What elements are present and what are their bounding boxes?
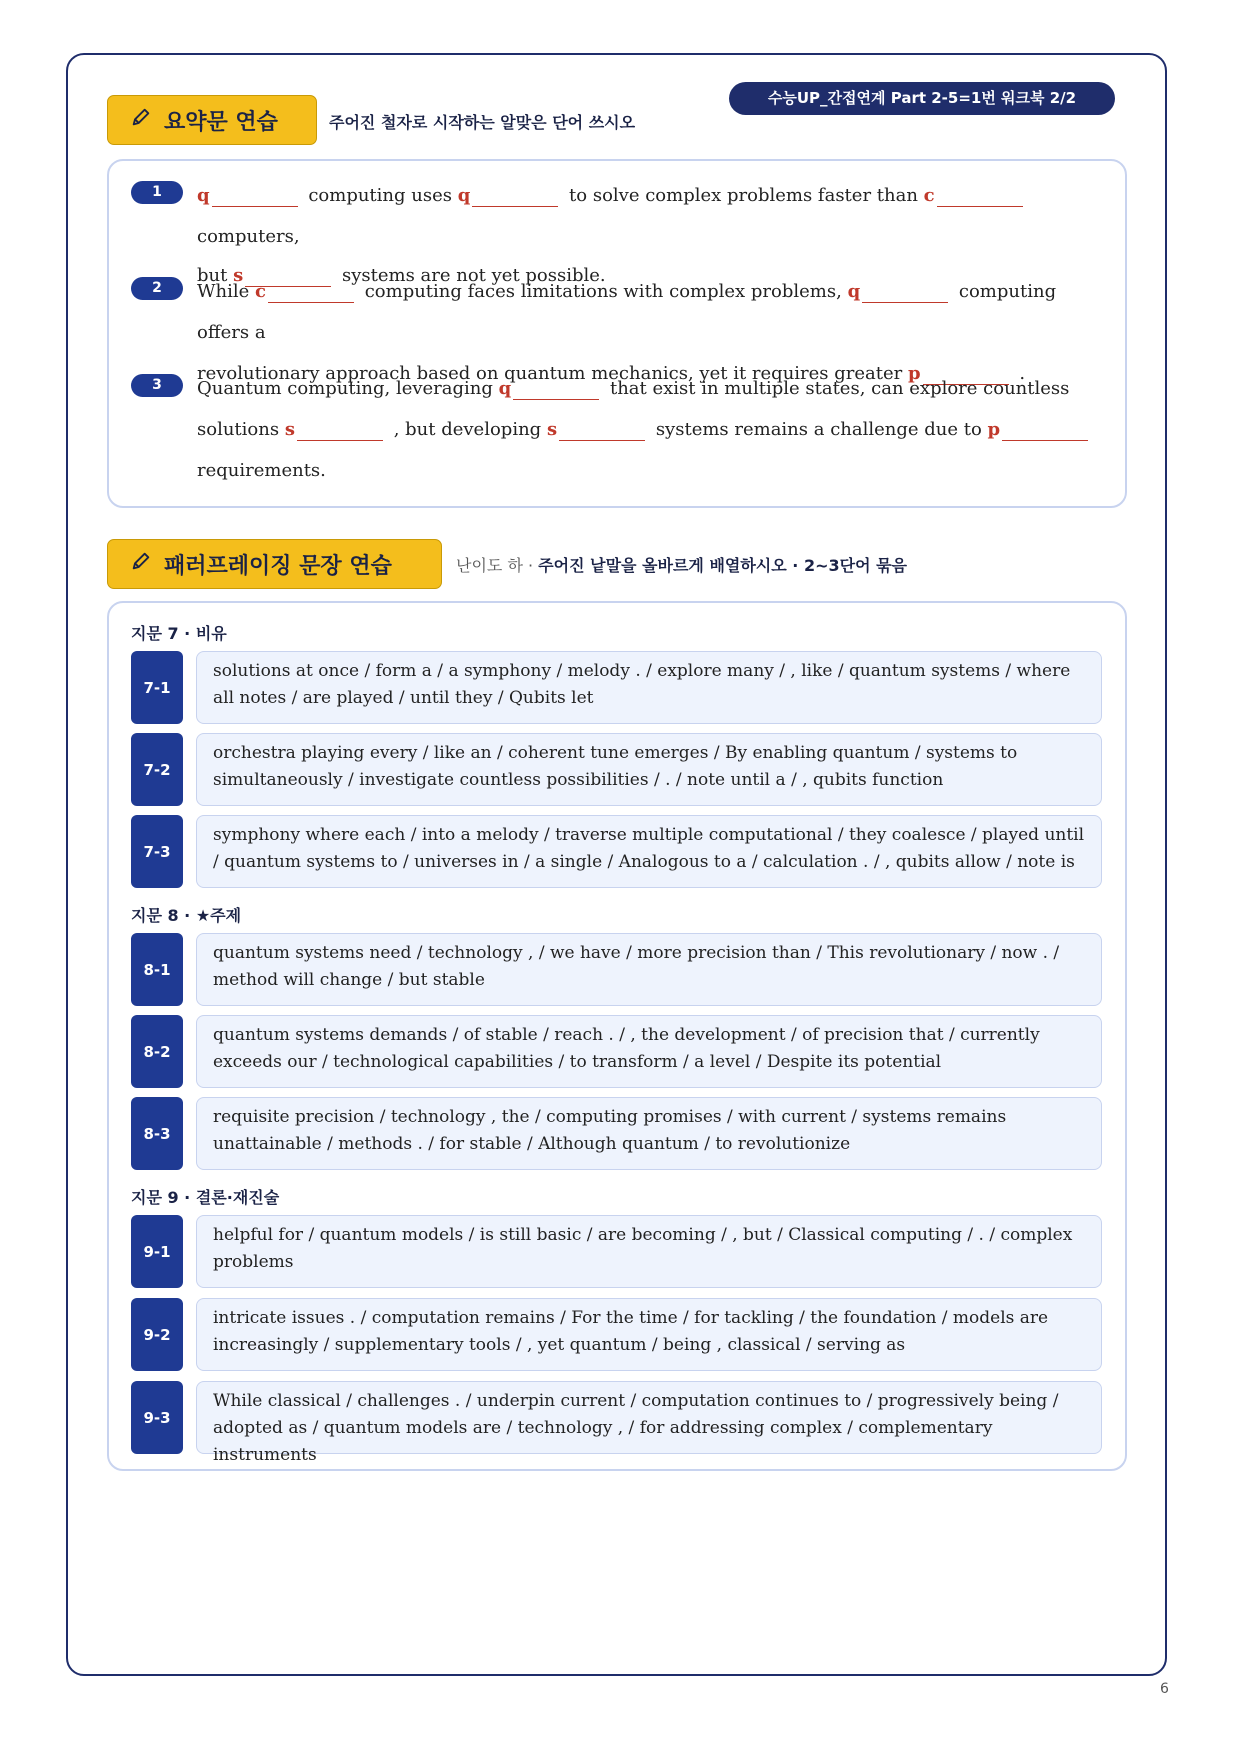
passage-label: 지문 7 · 비유 xyxy=(131,624,227,643)
answer-blank[interactable] xyxy=(268,282,354,303)
row-number-badge: 9-2 xyxy=(131,1298,183,1371)
answer-blank[interactable] xyxy=(513,379,599,400)
answer-blank[interactable] xyxy=(937,186,1023,207)
pencil-icon xyxy=(130,106,152,134)
row-number-badge: 7-2 xyxy=(131,733,183,806)
paraphrase-title-text: 패러프레이징 문장 연습 xyxy=(164,553,392,579)
page-number: 6 xyxy=(1160,1681,1169,1697)
answer-blank[interactable] xyxy=(1002,420,1088,441)
word-chunks-box: quantum systems demands / of stable / reach . / , the development / of precision that / currently exceeds our / technological capabilities / to transform / a level / Despite its potential xyxy=(196,1015,1102,1088)
row-number-badge: 9-1 xyxy=(131,1215,183,1288)
word-chunks-box: solutions at once / form a / a symphony / melody . / explore many / , like / quantum systems / where all notes / are played / until they / Qubits let xyxy=(196,651,1102,724)
sentence-text: . xyxy=(1019,363,1026,384)
summary-item-3 xyxy=(197,368,1097,491)
sentence-text: that exist in multiple states, can explore countless xyxy=(609,378,1070,399)
workbook-header-pill: 수능UP_간접연계 Part 2-5=1번 워크북 2/2 xyxy=(729,82,1115,115)
initial-letter: s xyxy=(546,419,558,440)
summary-item-number: 3 xyxy=(131,374,183,397)
sentence-text: requirements. xyxy=(197,460,326,481)
sentence-text: , but developing xyxy=(393,419,542,440)
word-chunks-box: quantum systems need / technology , / we have / more precision than / This revolutionary / now . / method will change / but stable xyxy=(196,933,1102,1006)
sentence-text: solutions xyxy=(197,419,280,440)
initial-letter: q xyxy=(457,185,471,206)
row-number-badge: 8-2 xyxy=(131,1015,183,1088)
passage-label: 지문 8 · ★주제 xyxy=(131,906,242,925)
sentence-text: computing offers a xyxy=(197,281,1057,343)
initial-letter: c xyxy=(255,281,266,302)
summary-title-text: 요약문 연습 xyxy=(164,109,278,135)
row-number-badge: 8-1 xyxy=(131,933,183,1006)
word-chunks-box: While classical / challenges . / underpin current / computation continues to / progressively being / adopted as / quantum models are / technology , / for addressing complex / complementary instruments xyxy=(196,1381,1102,1454)
answer-blank[interactable] xyxy=(559,420,645,441)
summary-instruction: 주어진 철자로 시작하는 알맞은 단어 쓰시오 xyxy=(329,113,636,132)
sentence-text: but xyxy=(197,265,228,286)
answer-blank[interactable] xyxy=(862,282,948,303)
pencil-icon xyxy=(130,550,152,578)
initial-letter: p xyxy=(987,419,1001,440)
sentence-text: revolutionary approach based on quantum mechanics, yet it requires greater xyxy=(197,363,903,384)
paraphrase-instruction xyxy=(456,553,907,576)
answer-blank[interactable] xyxy=(472,186,558,207)
initial-letter: c xyxy=(923,185,935,206)
sentence-text: to solve complex problems faster than xyxy=(569,185,918,206)
sentence-text: systems remains a challenge due to xyxy=(655,419,982,440)
row-number-badge: 7-3 xyxy=(131,815,183,888)
word-chunks-box: orchestra playing every / like an / coherent tune emerges / By enabling quantum / systems to simultaneously / investigate countless possibilities / . / note until a / , qubits function xyxy=(196,733,1102,806)
answer-blank[interactable] xyxy=(297,420,383,441)
row-number-badge: 9-3 xyxy=(131,1381,183,1454)
instruction-text: 주어진 낱말을 올바르게 배열하시오 · 2~3단어 묶음 xyxy=(538,556,908,575)
summary-item-number: 1 xyxy=(131,181,183,204)
difficulty-label: 난이도 하 · xyxy=(456,556,539,575)
sentence-text: computing uses xyxy=(308,185,452,206)
initial-letter: s xyxy=(233,265,244,286)
sentence-text: computing faces limitations with complex problems, xyxy=(364,281,842,302)
passage-label: 지문 9 · 결론·재진술 xyxy=(131,1188,280,1207)
word-chunks-box: helpful for / quantum models / is still basic / are becoming / , but / Classical computing / . / complex problems xyxy=(196,1215,1102,1288)
initial-letter: p xyxy=(908,363,921,384)
word-chunks-box: requisite precision / technology , the / computing promises / with current / systems remains unattainable / methods . / for stable / Although quantum / to revolutionize xyxy=(196,1097,1102,1170)
sentence-text: systems are not yet possible. xyxy=(341,265,606,286)
sentence-text: computers, xyxy=(197,226,300,247)
initial-letter: q xyxy=(197,185,210,206)
row-number-badge: 8-3 xyxy=(131,1097,183,1170)
initial-letter: s xyxy=(284,419,295,440)
sentence-text: Quantum computing, leveraging xyxy=(197,378,493,399)
word-chunks-box: symphony where each / into a melody / traverse multiple computational / they coalesce / played until / quantum systems to / universes in / a single / Analogous to a / calculation . / , qubits allow / note is xyxy=(196,815,1102,888)
paraphrase-section-title xyxy=(107,539,442,589)
row-number-badge: 7-1 xyxy=(131,651,183,724)
sentence-text: While xyxy=(197,281,250,302)
summary-item-number: 2 xyxy=(131,277,183,300)
answer-blank[interactable] xyxy=(212,186,298,207)
summary-section-title xyxy=(107,95,317,145)
initial-letter: q xyxy=(847,281,861,302)
initial-letter: q xyxy=(498,378,512,399)
word-chunks-box: intricate issues . / computation remains / For the time / for tackling / the foundation / models are increasingly / supplementary tools / , yet quantum / being , classical / serving as xyxy=(196,1298,1102,1371)
